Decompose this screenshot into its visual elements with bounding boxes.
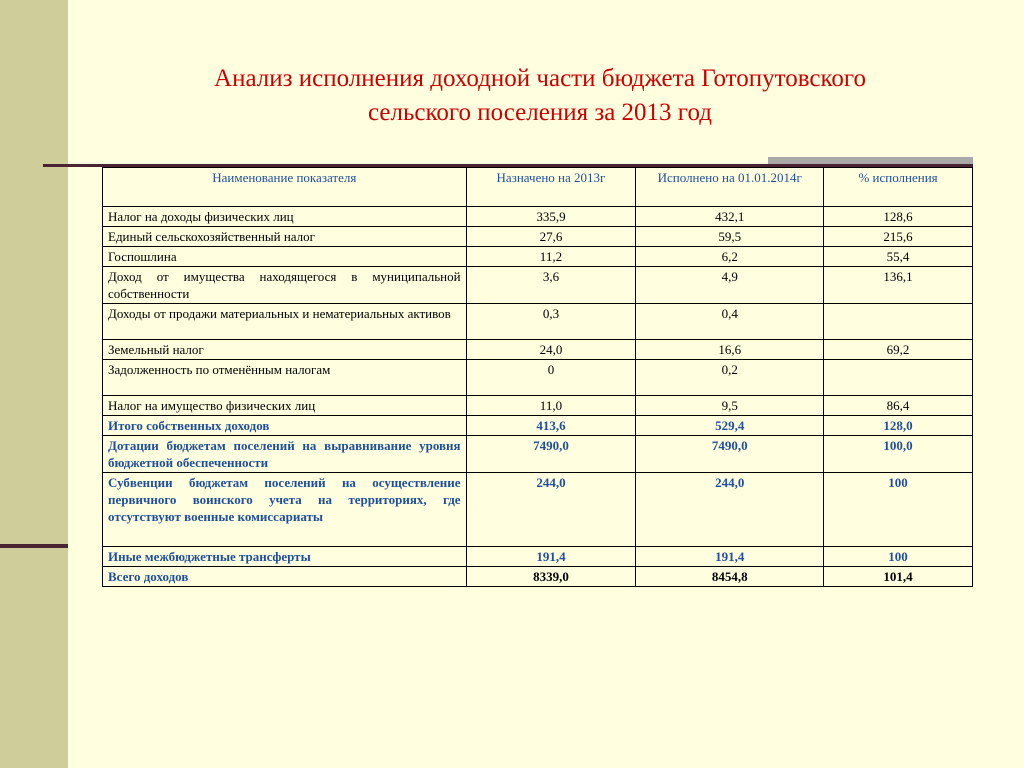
row-executed: 9,5 — [636, 396, 824, 416]
row-planned: 0,3 — [466, 304, 636, 340]
row-percent: 128,6 — [824, 207, 973, 227]
row-planned: 3,6 — [466, 267, 636, 304]
row-executed: 432,1 — [636, 207, 824, 227]
left-decor-band — [0, 0, 68, 768]
row-planned: 27,6 — [466, 227, 636, 247]
table-row — [103, 227, 973, 247]
row-executed: 0,2 — [636, 360, 824, 396]
row-executed: 59,5 — [636, 227, 824, 247]
row-planned: 413,6 — [466, 416, 636, 436]
header-executed: Исполнено на 01.01.2014г — [636, 168, 824, 207]
row-executed: 7490,0 — [636, 436, 824, 473]
row-percent: 136,1 — [824, 267, 973, 304]
row-executed: 0,4 — [636, 304, 824, 340]
row-planned: 24,0 — [466, 340, 636, 360]
row-executed: 8454,8 — [636, 567, 824, 587]
row-name: Субвенции бюджетам поселений на осуществление первичного воинского учета на территориях, где отсутствуют военные комиссариаты — [103, 473, 467, 547]
table-row — [103, 473, 973, 547]
row-name: Госпошлина — [103, 247, 467, 267]
row-executed: 16,6 — [636, 340, 824, 360]
row-executed: 6,2 — [636, 247, 824, 267]
row-executed: 529,4 — [636, 416, 824, 436]
row-planned: 335,9 — [466, 207, 636, 227]
table-row — [103, 247, 973, 267]
row-name: Доходы от продажи материальных и нематериальных активов — [103, 304, 467, 340]
row-percent: 100,0 — [824, 436, 973, 473]
row-planned: 11,0 — [466, 396, 636, 416]
row-percent: 100 — [824, 473, 973, 547]
header-percent: % исполнения — [824, 168, 973, 207]
row-executed: 4,9 — [636, 267, 824, 304]
slide-title — [130, 62, 950, 130]
row-percent: 128,0 — [824, 416, 973, 436]
row-name: Иные межбюджетные трансферты — [103, 547, 467, 567]
row-name: Задолженность по отменённым налогам — [103, 360, 467, 396]
row-percent: 100 — [824, 547, 973, 567]
row-name: Доход от имущества находящегося в муниципальной собственности — [103, 267, 467, 304]
row-name: Дотации бюджетам поселений на выравнивание уровня бюджетной обеспеченности — [103, 436, 467, 473]
row-name: Итого собственных доходов — [103, 416, 467, 436]
budget-table — [102, 167, 973, 587]
row-executed: 191,4 — [636, 547, 824, 567]
title-line-1: Анализ исполнения доходной части бюджета Готопутовского — [214, 65, 866, 92]
row-name: Земельный налог — [103, 340, 467, 360]
row-name: Единый сельскохозяйственный налог — [103, 227, 467, 247]
row-percent: 55,4 — [824, 247, 973, 267]
row-planned: 191,4 — [466, 547, 636, 567]
row-planned: 244,0 — [466, 473, 636, 547]
row-planned: 0 — [466, 360, 636, 396]
table-header-row — [103, 168, 973, 207]
row-name: Всего доходов — [103, 567, 467, 587]
row-percent: 215,6 — [824, 227, 973, 247]
row-name: Налог на доходы физических лиц — [103, 207, 467, 227]
row-planned: 11,2 — [466, 247, 636, 267]
table-row-total — [103, 567, 973, 587]
row-percent — [824, 304, 973, 340]
row-percent: 101,4 — [824, 567, 973, 587]
header-planned: Назначено на 2013г — [466, 168, 636, 207]
row-percent: 86,4 — [824, 396, 973, 416]
row-percent — [824, 360, 973, 396]
table-row — [103, 267, 973, 304]
table-row-subtotal — [103, 416, 973, 436]
table-row — [103, 207, 973, 227]
table-row — [103, 547, 973, 567]
row-planned: 7490,0 — [466, 436, 636, 473]
table-row — [103, 360, 973, 396]
header-indicator-name: Наименование показателя — [103, 168, 467, 207]
table-row — [103, 304, 973, 340]
table-row — [103, 340, 973, 360]
row-executed: 244,0 — [636, 473, 824, 547]
left-accent-line — [0, 544, 68, 548]
row-percent: 69,2 — [824, 340, 973, 360]
row-name: Налог на имущество физических лиц — [103, 396, 467, 416]
table-row — [103, 396, 973, 416]
table-row — [103, 436, 973, 473]
row-planned: 8339,0 — [466, 567, 636, 587]
title-line-2: сельского поселения за 2013 год — [368, 99, 712, 126]
